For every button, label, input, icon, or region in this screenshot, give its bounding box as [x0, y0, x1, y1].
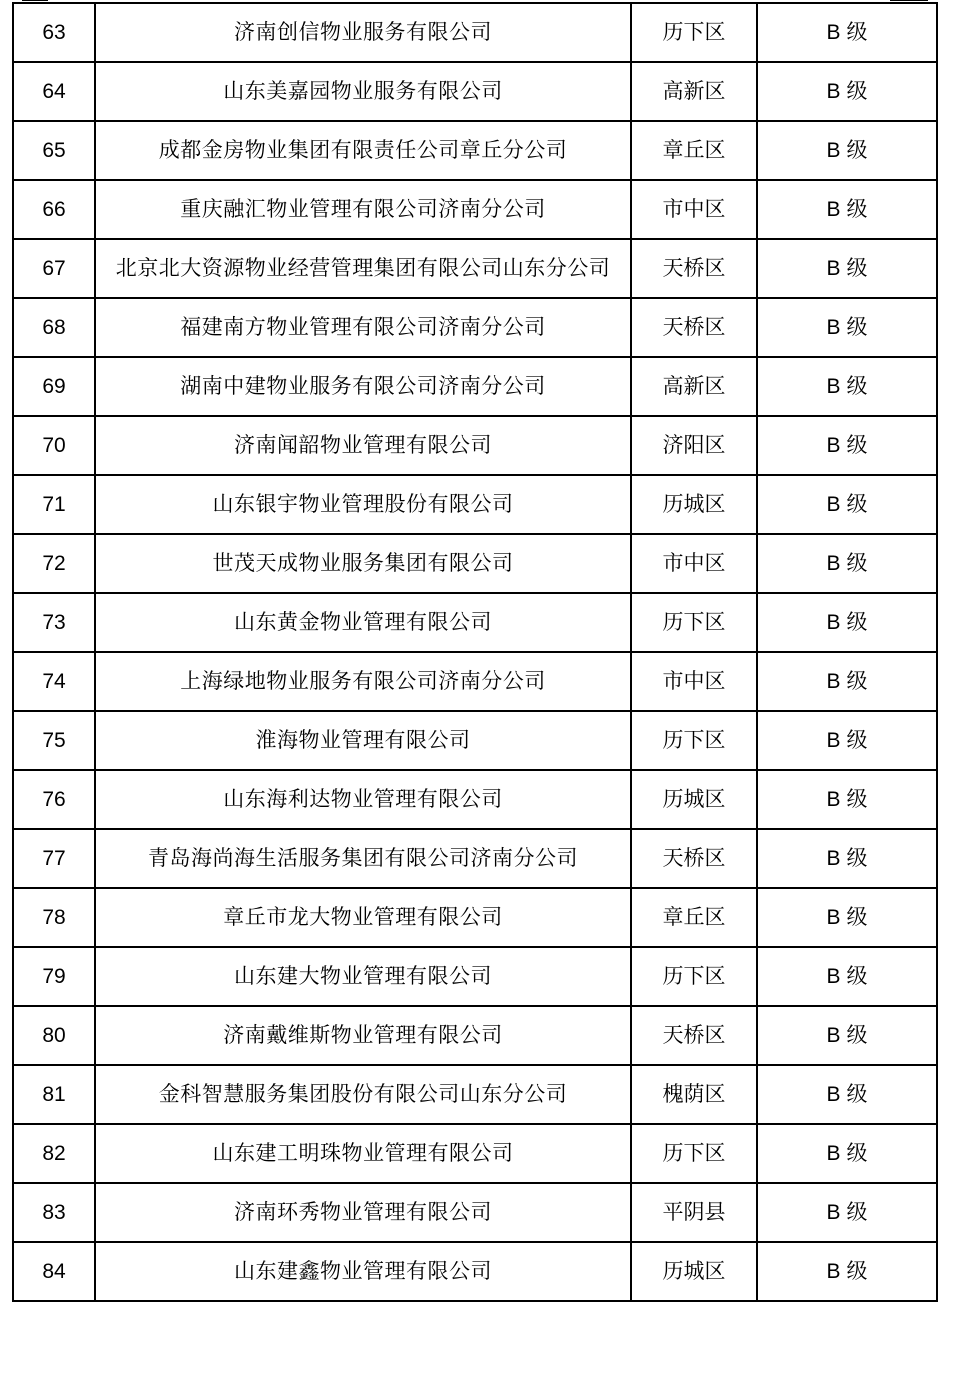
table-row [13, 534, 937, 593]
grade-suffix: 级 [846, 1259, 868, 1283]
grade-letter: B [826, 198, 841, 221]
grade-cell [757, 180, 937, 239]
district-cell: 章丘区 [631, 888, 757, 947]
grade-suffix: 级 [846, 610, 868, 634]
table-row [13, 1006, 937, 1065]
district-cell: 历下区 [631, 593, 757, 652]
district-cell: 历下区 [631, 1124, 757, 1183]
grade-suffix: 级 [846, 433, 868, 457]
table-body [13, 3, 937, 1301]
grade-suffix: 级 [846, 964, 868, 988]
grade-cell [757, 1006, 937, 1065]
row-number-cell: 69 [13, 357, 95, 416]
district-cell: 章丘区 [631, 121, 757, 180]
row-number-cell: 78 [13, 888, 95, 947]
grade-letter: B [826, 906, 841, 929]
grade-suffix: 级 [846, 138, 868, 162]
grade-suffix: 级 [846, 846, 868, 870]
district-cell: 市中区 [631, 652, 757, 711]
grade-cell [757, 239, 937, 298]
company-name-cell: 章丘市龙大物业管理有限公司 [95, 888, 631, 947]
row-number-cell: 65 [13, 121, 95, 180]
district-cell: 天桥区 [631, 1006, 757, 1065]
grade-letter: B [826, 80, 841, 103]
company-name-cell: 济南戴维斯物业管理有限公司 [95, 1006, 631, 1065]
grade-suffix: 级 [846, 20, 868, 44]
grade-letter: B [826, 1201, 841, 1224]
table-row [13, 3, 937, 62]
district-cell: 平阴县 [631, 1183, 757, 1242]
company-name-cell: 成都金房物业集团有限责任公司章丘分公司 [95, 121, 631, 180]
company-name-cell: 青岛海尚海生活服务集团有限公司济南分公司 [95, 829, 631, 888]
grade-suffix: 级 [846, 787, 868, 811]
company-name-cell: 山东银宇物业管理股份有限公司 [95, 475, 631, 534]
grade-suffix: 级 [846, 669, 868, 693]
row-number-cell: 63 [13, 3, 95, 62]
company-name-cell: 上海绿地物业服务有限公司济南分公司 [95, 652, 631, 711]
grade-suffix: 级 [846, 197, 868, 221]
page-edge-mark [890, 0, 928, 1]
company-name-cell: 福建南方物业管理有限公司济南分公司 [95, 298, 631, 357]
table-row [13, 1242, 937, 1301]
grade-suffix: 级 [846, 492, 868, 516]
grade-cell [757, 1242, 937, 1301]
grade-cell [757, 121, 937, 180]
grade-suffix: 级 [846, 374, 868, 398]
grade-cell [757, 416, 937, 475]
row-number-cell: 64 [13, 62, 95, 121]
grade-letter: B [826, 257, 841, 280]
table-row [13, 416, 937, 475]
grade-letter: B [826, 670, 841, 693]
grade-suffix: 级 [846, 905, 868, 929]
row-number-cell: 75 [13, 711, 95, 770]
district-cell: 历下区 [631, 947, 757, 1006]
grade-cell [757, 947, 937, 1006]
row-number-cell: 74 [13, 652, 95, 711]
table-row [13, 357, 937, 416]
company-name-cell: 重庆融汇物业管理有限公司济南分公司 [95, 180, 631, 239]
company-name-cell: 山东海利达物业管理有限公司 [95, 770, 631, 829]
table-row [13, 1183, 937, 1242]
table-row [13, 652, 937, 711]
district-cell: 历城区 [631, 1242, 757, 1301]
grade-letter: B [826, 1260, 841, 1283]
table-row [13, 298, 937, 357]
grade-suffix: 级 [846, 1141, 868, 1165]
district-cell: 市中区 [631, 534, 757, 593]
row-number-cell: 79 [13, 947, 95, 1006]
row-number-cell: 72 [13, 534, 95, 593]
company-name-cell: 金科智慧服务集团股份有限公司山东分公司 [95, 1065, 631, 1124]
grade-cell [757, 475, 937, 534]
grade-letter: B [826, 1142, 841, 1165]
grade-suffix: 级 [846, 728, 868, 752]
grade-cell [757, 888, 937, 947]
table-row [13, 888, 937, 947]
company-name-cell: 湖南中建物业服务有限公司济南分公司 [95, 357, 631, 416]
row-number-cell: 80 [13, 1006, 95, 1065]
company-name-cell: 山东建大物业管理有限公司 [95, 947, 631, 1006]
grade-suffix: 级 [846, 256, 868, 280]
grade-cell [757, 593, 937, 652]
grade-cell [757, 298, 937, 357]
district-cell: 天桥区 [631, 298, 757, 357]
table-row [13, 62, 937, 121]
company-name-cell: 济南创信物业服务有限公司 [95, 3, 631, 62]
district-cell: 天桥区 [631, 829, 757, 888]
grade-letter: B [826, 611, 841, 634]
row-number-cell: 83 [13, 1183, 95, 1242]
grade-suffix: 级 [846, 551, 868, 575]
grade-letter: B [826, 21, 841, 44]
grade-letter: B [826, 552, 841, 575]
grade-letter: B [826, 729, 841, 752]
grade-cell [757, 1065, 937, 1124]
row-number-cell: 76 [13, 770, 95, 829]
grade-cell [757, 1183, 937, 1242]
district-cell: 市中区 [631, 180, 757, 239]
company-name-cell: 世茂天成物业服务集团有限公司 [95, 534, 631, 593]
table-row [13, 1124, 937, 1183]
grade-cell [757, 357, 937, 416]
grade-letter: B [826, 434, 841, 457]
company-name-cell: 山东建鑫物业管理有限公司 [95, 1242, 631, 1301]
company-name-cell: 淮海物业管理有限公司 [95, 711, 631, 770]
grade-letter: B [826, 316, 841, 339]
grade-letter: B [826, 493, 841, 516]
district-cell: 济阳区 [631, 416, 757, 475]
district-cell: 历城区 [631, 475, 757, 534]
district-cell: 历下区 [631, 3, 757, 62]
grade-cell [757, 3, 937, 62]
grade-suffix: 级 [846, 1200, 868, 1224]
row-number-cell: 82 [13, 1124, 95, 1183]
company-name-cell: 山东美嘉园物业服务有限公司 [95, 62, 631, 121]
grade-letter: B [826, 788, 841, 811]
table-row [13, 239, 937, 298]
company-name-cell: 北京北大资源物业经营管理集团有限公司山东分公司 [95, 239, 631, 298]
table-row [13, 121, 937, 180]
district-cell: 高新区 [631, 62, 757, 121]
district-cell: 高新区 [631, 357, 757, 416]
district-cell: 历下区 [631, 711, 757, 770]
grade-suffix: 级 [846, 1023, 868, 1047]
table-row [13, 1065, 937, 1124]
grade-cell [757, 1124, 937, 1183]
table-row [13, 711, 937, 770]
table-row [13, 475, 937, 534]
grade-cell [757, 62, 937, 121]
grade-suffix: 级 [846, 1082, 868, 1106]
grade-suffix: 级 [846, 79, 868, 103]
grade-cell [757, 770, 937, 829]
grade-letter: B [826, 965, 841, 988]
district-cell: 槐荫区 [631, 1065, 757, 1124]
row-number-cell: 70 [13, 416, 95, 475]
table-row [13, 829, 937, 888]
table-row [13, 180, 937, 239]
row-number-cell: 71 [13, 475, 95, 534]
row-number-cell: 66 [13, 180, 95, 239]
table-row [13, 593, 937, 652]
table-row [13, 947, 937, 1006]
company-name-cell: 济南闻韶物业管理有限公司 [95, 416, 631, 475]
table-row [13, 770, 937, 829]
row-number-cell: 68 [13, 298, 95, 357]
row-number-cell: 67 [13, 239, 95, 298]
district-cell: 天桥区 [631, 239, 757, 298]
grade-cell [757, 829, 937, 888]
row-number-cell: 73 [13, 593, 95, 652]
page-edge-mark [22, 0, 48, 1]
row-number-cell: 81 [13, 1065, 95, 1124]
property-company-rating-table [12, 2, 938, 1302]
grade-cell [757, 534, 937, 593]
grade-cell [757, 711, 937, 770]
grade-letter: B [826, 375, 841, 398]
grade-letter: B [826, 139, 841, 162]
company-name-cell: 济南环秀物业管理有限公司 [95, 1183, 631, 1242]
row-number-cell: 77 [13, 829, 95, 888]
district-cell: 历城区 [631, 770, 757, 829]
grade-cell [757, 652, 937, 711]
row-number-cell: 84 [13, 1242, 95, 1301]
grade-letter: B [826, 847, 841, 870]
grade-letter: B [826, 1024, 841, 1047]
company-name-cell: 山东建工明珠物业管理有限公司 [95, 1124, 631, 1183]
grade-suffix: 级 [846, 315, 868, 339]
grade-letter: B [826, 1083, 841, 1106]
company-name-cell: 山东黄金物业管理有限公司 [95, 593, 631, 652]
